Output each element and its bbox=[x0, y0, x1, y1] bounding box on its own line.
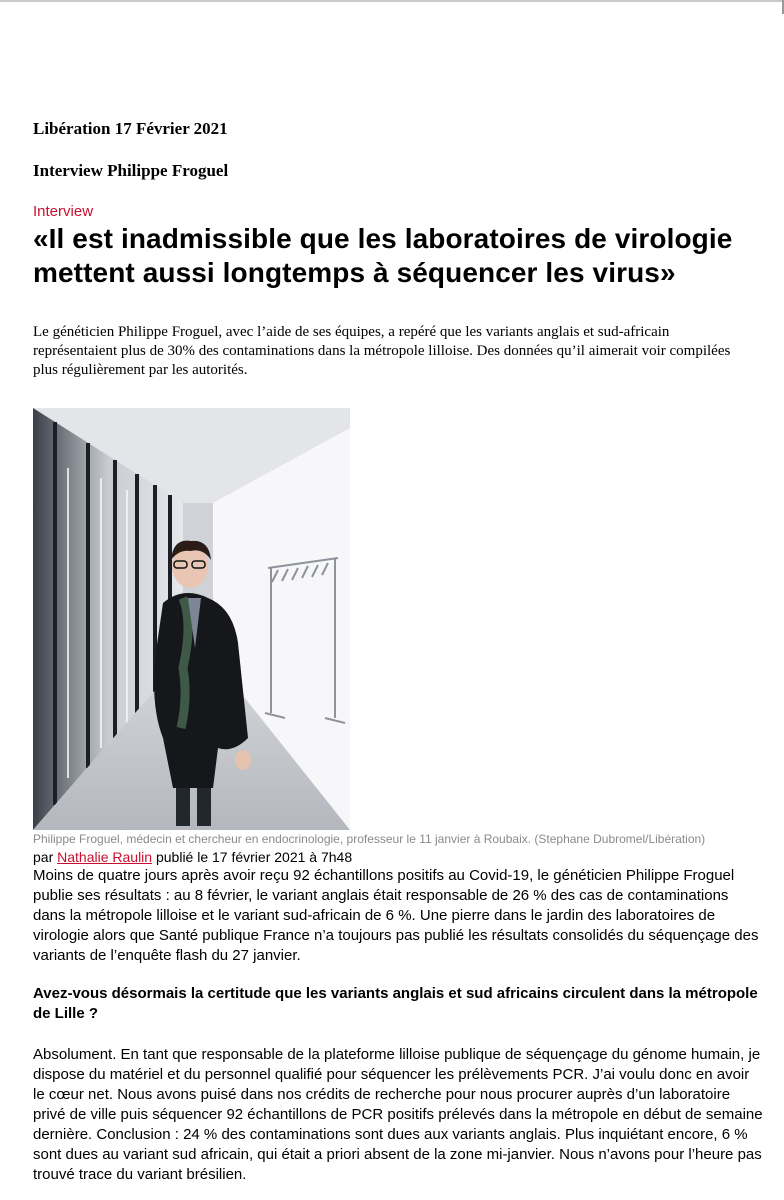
byline bbox=[33, 849, 352, 865]
byline-prefix: par bbox=[33, 849, 54, 865]
publish-date: publié le 17 février 2021 à 7h48 bbox=[155, 849, 353, 865]
photo-caption: Philippe Froguel, médecin et chercheur en endocrinologie, professeur le 11 janvier à Roubaix. (Stephane Dubromel/Libération) bbox=[33, 832, 706, 846]
article-intro: Moins de quatre jours après avoir reçu 92 échantillons positifs au Covid-19, le généticien Philippe Froguel publie ses résultats : au 8 février, le variant anglais était responsable de 26 % des cas de contaminations dans la métropole lilloise et le variant sud-africain de 6 %. Une pierre dans le jardin des laboratoires de virologie alors que Santé publique France n’a toujours pas publié les résultats consolidés du séquençage des variants de l’enquête flash du 27 janvier. bbox=[33, 867, 759, 964]
interview-answer: Absolument. En tant que responsable de la plateforme lilloise publique de séquençage du génome humain, je dispose du matériel et du personnel qualifié pour séquencer les prélèvements PCR. J’ai voulu donc en avoir le cœur net. Nous avons puisé dans nos crédits de recherche pour nous procurer auprès d’un laboratoire privé de ville puis séquencer 92 échantillons de PCR positifs prélevés dans la métropole en début de semaine dernière. Conclusion : 24 % des contaminations sont dues aux variants anglais. Plus inquiétant encore, 6 % sont dues au variant sud africain, qui était a priori absent de la zone mi-janvier. Nous n’avons pour l’heure pas trouvé trace du variant brésilien. bbox=[33, 1046, 763, 1183]
headline: «Il est inadmissible que les laboratoires de virologie mettent aussi longtemps à séquencer les virus» bbox=[33, 223, 733, 288]
photo-illustration bbox=[33, 408, 350, 830]
document-title: Interview Philippe Froguel bbox=[33, 161, 229, 180]
rubric-label: Interview bbox=[33, 203, 94, 220]
interview-question: Avez-vous désormais la certitude que les variants anglais et sud africains circulent dans la métropole de Lille ? bbox=[33, 985, 758, 1022]
page-top-border bbox=[0, 0, 784, 2]
masthead: Libération 17 Février 2021 bbox=[33, 119, 228, 138]
article-photo bbox=[33, 408, 350, 830]
author-link[interactable]: Nathalie Raulin bbox=[57, 849, 153, 865]
lede: Le généticien Philippe Froguel, avec l’aide de ses équipes, a repéré que les variants anglais et sud-africain représentaient plus de 30% des contaminations dans la métropole lilloise. Des données qu’il aimerait voir compilées plus régulièrement par les autorités. bbox=[33, 324, 731, 378]
